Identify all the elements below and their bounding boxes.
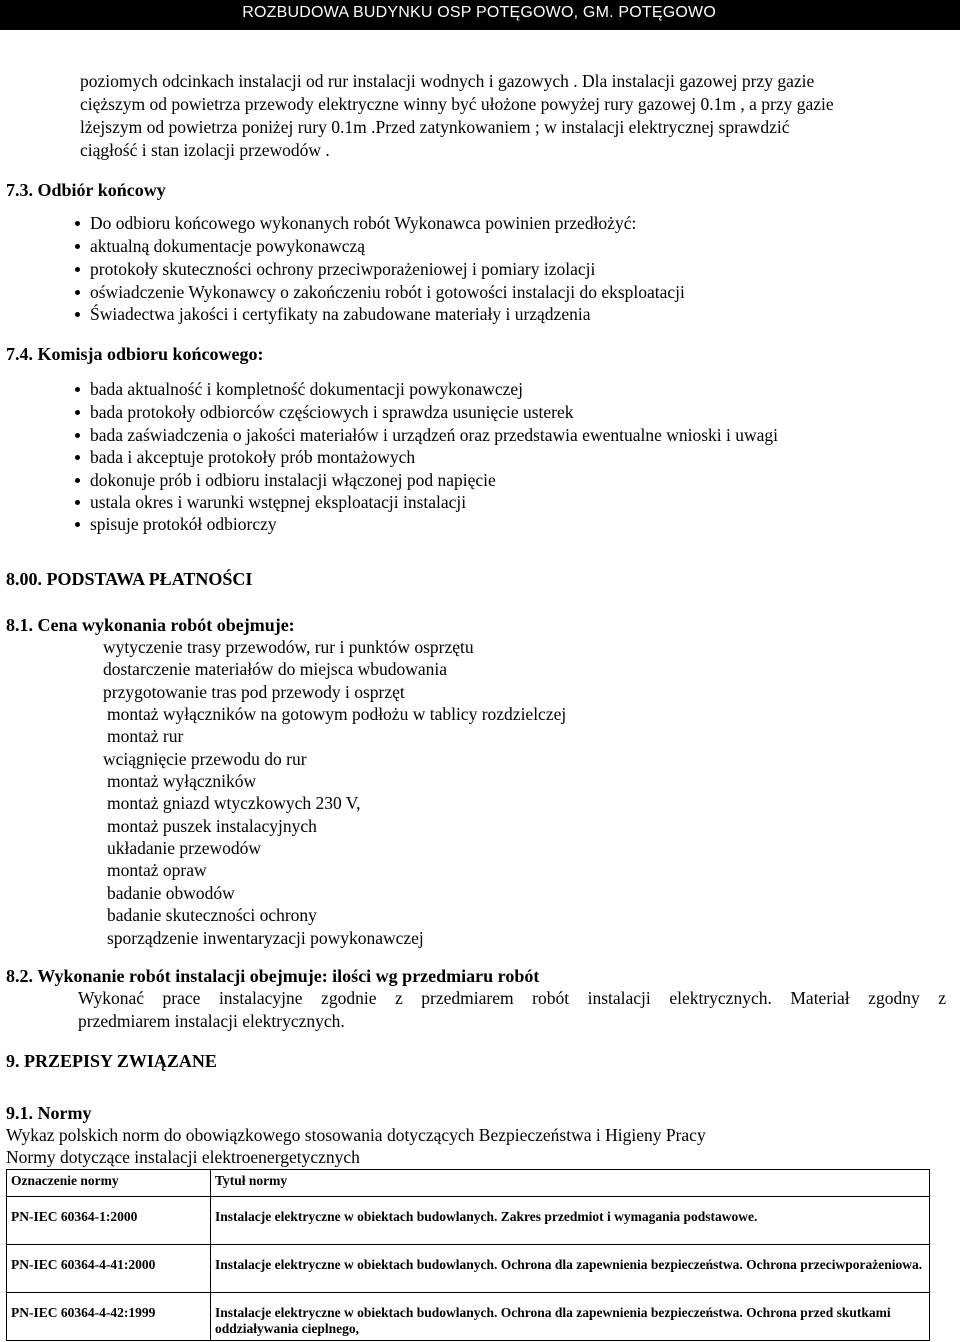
bullet-icon xyxy=(75,221,80,226)
section-number: 8.2. xyxy=(6,966,33,986)
list-item: montaż rur xyxy=(107,726,184,746)
bullet-icon xyxy=(75,478,80,483)
section-title: Komisja odbioru końcowego: xyxy=(37,344,264,364)
section-7-4-heading xyxy=(6,343,264,365)
list-item: bada i akceptuje protokoły prób montażowych xyxy=(90,446,415,468)
list-item: Świadectwa jakości i certyfikaty na zabudowane materiały i urządzenia xyxy=(90,303,590,325)
norm-title: Instalacje elektryczne w obiektach budowlanych. Ochrona dla zapewnienia bezpieczeństwa. Ochrona przed skutkami oddziaływania cieplnego, xyxy=(211,1293,930,1341)
list-item: bada protokoły odbiorców częściowych i sprawdza usunięcie usterek xyxy=(90,401,574,423)
list-item: przygotowanie tras pod przewody i osprzęt xyxy=(103,682,405,702)
section-number: 7.3. xyxy=(6,180,33,200)
list-item: bada aktualność i kompletność dokumentacji powykonawczej xyxy=(90,378,523,400)
list-item: Do odbioru końcowego wykonanych robót Wykonawca powinien przedłożyć: xyxy=(90,212,636,234)
list-item: sporządzenie inwentaryzacji powykonawczej xyxy=(107,928,424,948)
list-item: wciągnięcie przewodu do rur xyxy=(103,749,307,769)
norm-title: Instalacje elektryczne w obiektach budowlanych. Ochrona dla zapewnienia bezpieczeństwa. Ochrona przeciwporażeniowa. xyxy=(211,1245,930,1293)
section-8-2-text: przedmiarem instalacji elektrycznych. xyxy=(78,1011,345,1031)
bullet-icon xyxy=(75,290,80,295)
section-title: Normy xyxy=(37,1103,92,1123)
list-item: badanie obwodów xyxy=(107,883,235,903)
bullet-icon xyxy=(75,522,80,527)
list-item: oświadczenie Wykonawcy o zakończeniu robót i gotowości instalacji do eksploatacji xyxy=(90,281,685,303)
section-9-heading: 9. PRZEPISY ZWIĄZANE xyxy=(6,1051,217,1071)
norm-code: PN-IEC 60364-4-42:1999 xyxy=(7,1293,211,1341)
norm-title: Instalacje elektryczne w obiektach budowlanych. Zakres przedmiot i wymagania podstawowe. xyxy=(211,1197,930,1245)
section-9-1-text: Normy dotyczące instalacji elektroenergetycznych xyxy=(6,1147,360,1167)
list-item: montaż opraw xyxy=(107,860,207,880)
list-item: protokoły skuteczności ochrony przeciwporażeniowej i pomiary izolacji xyxy=(90,258,595,280)
page-header-bar xyxy=(0,0,960,30)
list-item: spisuje protokół odbiorczy xyxy=(90,513,277,535)
list-item: wytyczenie trasy przewodów, rur i punktów osprzętu xyxy=(103,637,474,657)
list-item: dokonuje prób i odbioru instalacji włączonej pod napięcie xyxy=(90,469,496,491)
list-item: ustala okres i warunki wstępnej eksploatacji instalacji xyxy=(90,491,466,513)
list-item: dostarczenie materiałów do miejsca wbudowania xyxy=(103,659,448,679)
table-row xyxy=(7,1245,930,1293)
section-8-1-heading xyxy=(6,614,295,636)
list-item: montaż puszek instalacyjnych xyxy=(107,816,317,836)
norms-table xyxy=(6,1169,930,1341)
table-header-row xyxy=(7,1170,930,1197)
list-item: montaż wyłączników na gotowym podłożu w tablicy rozdzielczej xyxy=(107,704,567,724)
section-7-3-heading xyxy=(6,179,166,201)
column-header: Tytuł normy xyxy=(211,1170,930,1197)
section-title: Odbiór końcowy xyxy=(37,180,166,200)
section-number: 8.1. xyxy=(6,615,33,635)
page-header-title: ROZBUDOWA BUDYNKU OSP POTĘGOWO, GM. POTĘGOWO xyxy=(242,4,716,21)
section-9-1-heading xyxy=(6,1102,91,1124)
section-title: Cena wykonania robót obejmuje: xyxy=(37,615,295,635)
bullet-icon xyxy=(75,455,80,460)
list-item: bada zaświadczenia o jakości materiałów i urządzeń oraz przedstawia ewentualne wnioski i uwagi xyxy=(90,424,778,446)
list-item: montaż wyłączników xyxy=(107,771,257,791)
bullet-icon xyxy=(75,244,80,249)
section-8-heading: 8.00. PODSTAWA PŁATNOŚCI xyxy=(6,569,253,589)
intro-line: lżejszym od powietrza poniżej rury 0.1m .Przed zatynkowaniem ; w instalacji elektrycznej sprawdzić xyxy=(80,117,790,137)
bullet-icon xyxy=(75,387,80,392)
list-item: aktualną dokumentacje powykonawczą xyxy=(90,235,365,257)
intro-line: cięższym od powietrza przewody elektryczne winny być ułożone powyżej rury gazowej 0.1m , a przy gazie xyxy=(80,94,834,114)
section-8-2-text: Wykonać prace instalacyjne zgodnie z przedmiarem robót instalacji elektrycznych. Materiał zgodny z xyxy=(78,988,946,1008)
table-row xyxy=(7,1197,930,1245)
intro-line: ciągłość i stan izolacji przewodów . xyxy=(80,140,330,160)
table-row xyxy=(7,1293,930,1341)
section-9-1-text: Wykaz polskich norm do obowiązkowego stosowania dotyczących Bezpieczeństwa i Higieny Pracy xyxy=(6,1125,706,1145)
bullet-icon xyxy=(75,500,80,505)
bullet-icon xyxy=(75,312,80,317)
section-number: 7.4. xyxy=(6,344,33,364)
list-item: układanie przewodów xyxy=(107,838,262,858)
column-header: Oznaczenie normy xyxy=(7,1170,211,1197)
section-8-2-heading xyxy=(6,965,539,987)
section-title: Wykonanie robót instalacji obejmuje: ilości wg przedmiaru robót xyxy=(37,966,540,986)
bullet-icon xyxy=(75,267,80,272)
list-item: montaż gniazd wtyczkowych 230 V, xyxy=(107,793,361,813)
list-item: badanie skuteczności ochrony xyxy=(107,905,317,925)
intro-line: poziomych odcinkach instalacji od rur instalacji wodnych i gazowych . Dla instalacji gazowej przy gazie xyxy=(80,71,815,91)
norm-code: PN-IEC 60364-1:2000 xyxy=(7,1197,211,1245)
norm-code: PN-IEC 60364-4-41:2000 xyxy=(7,1245,211,1293)
bullet-icon xyxy=(75,410,80,415)
bullet-icon xyxy=(75,433,80,438)
section-number: 9.1. xyxy=(6,1103,33,1123)
